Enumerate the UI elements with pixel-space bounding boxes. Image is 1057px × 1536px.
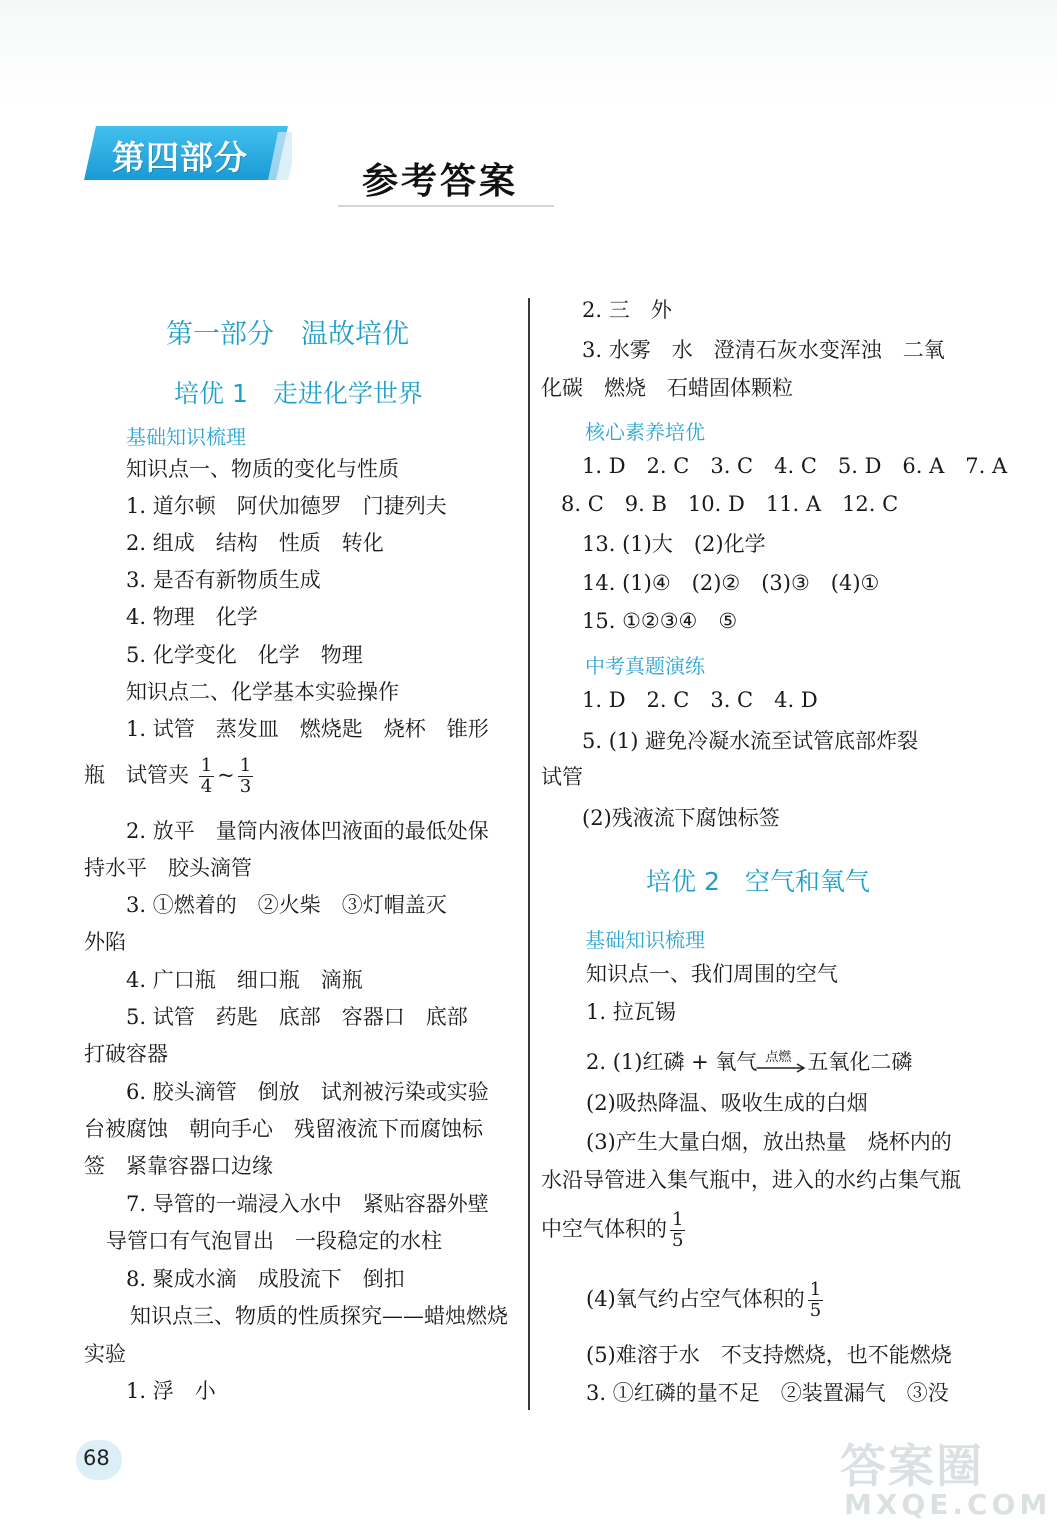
answer-line: 13. (1)大 (2)化学 [582,532,766,556]
knowledge-point-1: 知识点一、物质的变化与性质 [126,457,399,481]
answer-line: 7. 导管的一端浸入水中 紧贴容器外壁 [126,1192,489,1216]
answer-line: (5)难溶于水 不支持燃烧，也不能燃烧 [586,1343,952,1367]
page-number: 68 [83,1446,110,1470]
answer-line: 2. 组成 结构 性质 转化 [126,531,384,555]
part-badge [82,124,292,182]
arrow-icon [757,1063,807,1073]
answer-line: 1. D 2. C 3. C 4. C 5. D 6. A 7. A [582,454,1008,478]
tilde: ~ [217,763,235,787]
fraction-numerator: 1 [672,1209,684,1230]
fraction [670,1210,685,1251]
answer-line: 4. 广口瓶 细口瓶 滴瓶 [126,968,363,992]
reaction-condition: 点燃 [765,1049,792,1065]
answer-line: 持水平 胶头滴管 [84,856,252,880]
subheading-basic: 基础知识梳理 [126,425,246,449]
answer-line: 4. 物理 化学 [126,605,258,629]
answer-line: 5. 试管 药匙 底部 容器口 底部 [126,1005,468,1029]
answer-line: 6. 胶头滴管 倒放 试剂被污染或实验 [126,1080,489,1104]
knowledge-point-3: 知识点三、物质的性质探究——蜡烛燃烧 [130,1304,508,1328]
answer-line: 签 紧靠容器口边缘 [84,1154,273,1178]
answer-line: 实验 [84,1342,126,1366]
fraction-denominator: 5 [809,1300,822,1321]
subheading-basic-2: 基础知识梳理 [585,928,705,952]
answer-line: 1. 试管 蒸发皿 燃烧匙 烧杯 锥形 [126,717,489,741]
answer-line-fraction [586,1276,826,1322]
answer-line: 5. (1) 避免冷凝水流至试管底部炸裂 [582,729,919,753]
answer-line-fraction [541,1206,688,1252]
fraction-numerator: 1 [200,755,213,776]
fraction [808,1280,823,1321]
part-label: 第四部分 [112,138,248,177]
answer-line: 1. 拉瓦锡 [586,1000,676,1024]
answer-line: (2)残液流下腐蚀标签 [582,806,780,830]
products: 五氧化二磷 [807,1050,913,1074]
answer-line: 15. ①②③④ ⑤ [582,609,738,633]
fraction-denominator: 4 [200,776,213,797]
answer-line: 3. 是否有新物质生成 [126,568,321,592]
knowledge-point-2: 知识点二、化学基本实验操作 [126,680,399,704]
subheading-core: 核心素养培优 [585,420,705,444]
answer-line: 化碳 燃烧 石蜡固体颗粒 [541,376,793,400]
answer-line: 2. 放平 量筒内液体凹液面的最低处保 [126,819,489,843]
subheading-exam: 中考真题演练 [585,654,705,678]
answer-line: 3. ①红磷的量不足 ②装置漏气 ③没 [586,1381,949,1405]
fraction-numerator: 1 [809,1279,822,1300]
answer-line: 导管口有气泡冒出 一段稳定的水柱 [106,1229,442,1253]
answer-line-equation [586,1050,912,1076]
reaction-arrow [757,1049,807,1076]
answer-line: 水沿导管进入集气瓶中，进入的水约占集气瓶 [541,1168,961,1192]
answer-line: 试管 [541,765,583,789]
answer-line: 1. D 2. C 3. C 4. D [582,688,818,712]
fraction-denominator: 3 [239,776,252,797]
fraction [238,756,253,797]
answer-line: 1. 浮 小 [126,1379,216,1403]
answer-text: (4)氧气约占空气体积的 [586,1287,805,1311]
fraction [199,756,214,797]
answer-line: 3. ①燃着的 ②火柴 ③灯帽盖灭 [126,893,447,917]
reactants: 2. (1)红磷 + 氧气 [586,1050,758,1074]
answer-line: 2. 三 外 [582,298,672,322]
answer-line: (2)吸热降温、吸收生成的白烟 [586,1091,868,1115]
fraction-numerator: 1 [239,755,252,776]
column-divider [528,298,530,1410]
watermark [836,1430,1052,1530]
answer-line: 8. 聚成水滴 成股流下 倒扣 [126,1267,405,1291]
answer-line: 3. 水雾 水 澄清石灰水变浑浊 二氧 [582,338,945,362]
answer-line: 5. 化学变化 化学 物理 [126,643,363,667]
unit-title-2: 培优 2 空气和氧气 [646,867,870,896]
page-number-badge [76,1440,122,1480]
knowledge-point-1: 知识点一、我们周围的空气 [586,962,838,986]
page-top-band [0,0,1057,110]
answer-line: 台被腐蚀 朝向手心 残留液流下而腐蚀标 [84,1117,483,1141]
watermark-url: MXQE.COM [844,1488,1052,1521]
unit-title-1: 培优 1 走进化学世界 [174,379,423,408]
answer-line: 14. (1)④ (2)② (3)③ (4)① [582,571,880,595]
answer-line: 外陷 [84,930,126,954]
watermark-logo-text: 答案圈 [840,1439,984,1493]
answer-text: 瓶 试管夹 [84,763,189,787]
answer-text: 中空气体积的 [541,1217,667,1241]
title-underline [338,205,554,207]
answer-line: (3)产生大量白烟，放出热量 烧杯内的 [586,1130,952,1154]
answer-line: 打破容器 [84,1042,168,1066]
section-title: 第一部分 温故培优 [166,319,409,350]
answer-line-fraction [84,752,256,798]
answer-line: 8. C 9. B 10. D 11. A 12. C [561,492,899,516]
answer-line: 1. 道尔顿 阿伏加德罗 门捷列夫 [126,494,447,518]
page-title: 参考答案 [362,161,519,202]
fraction-denominator: 5 [672,1230,684,1251]
